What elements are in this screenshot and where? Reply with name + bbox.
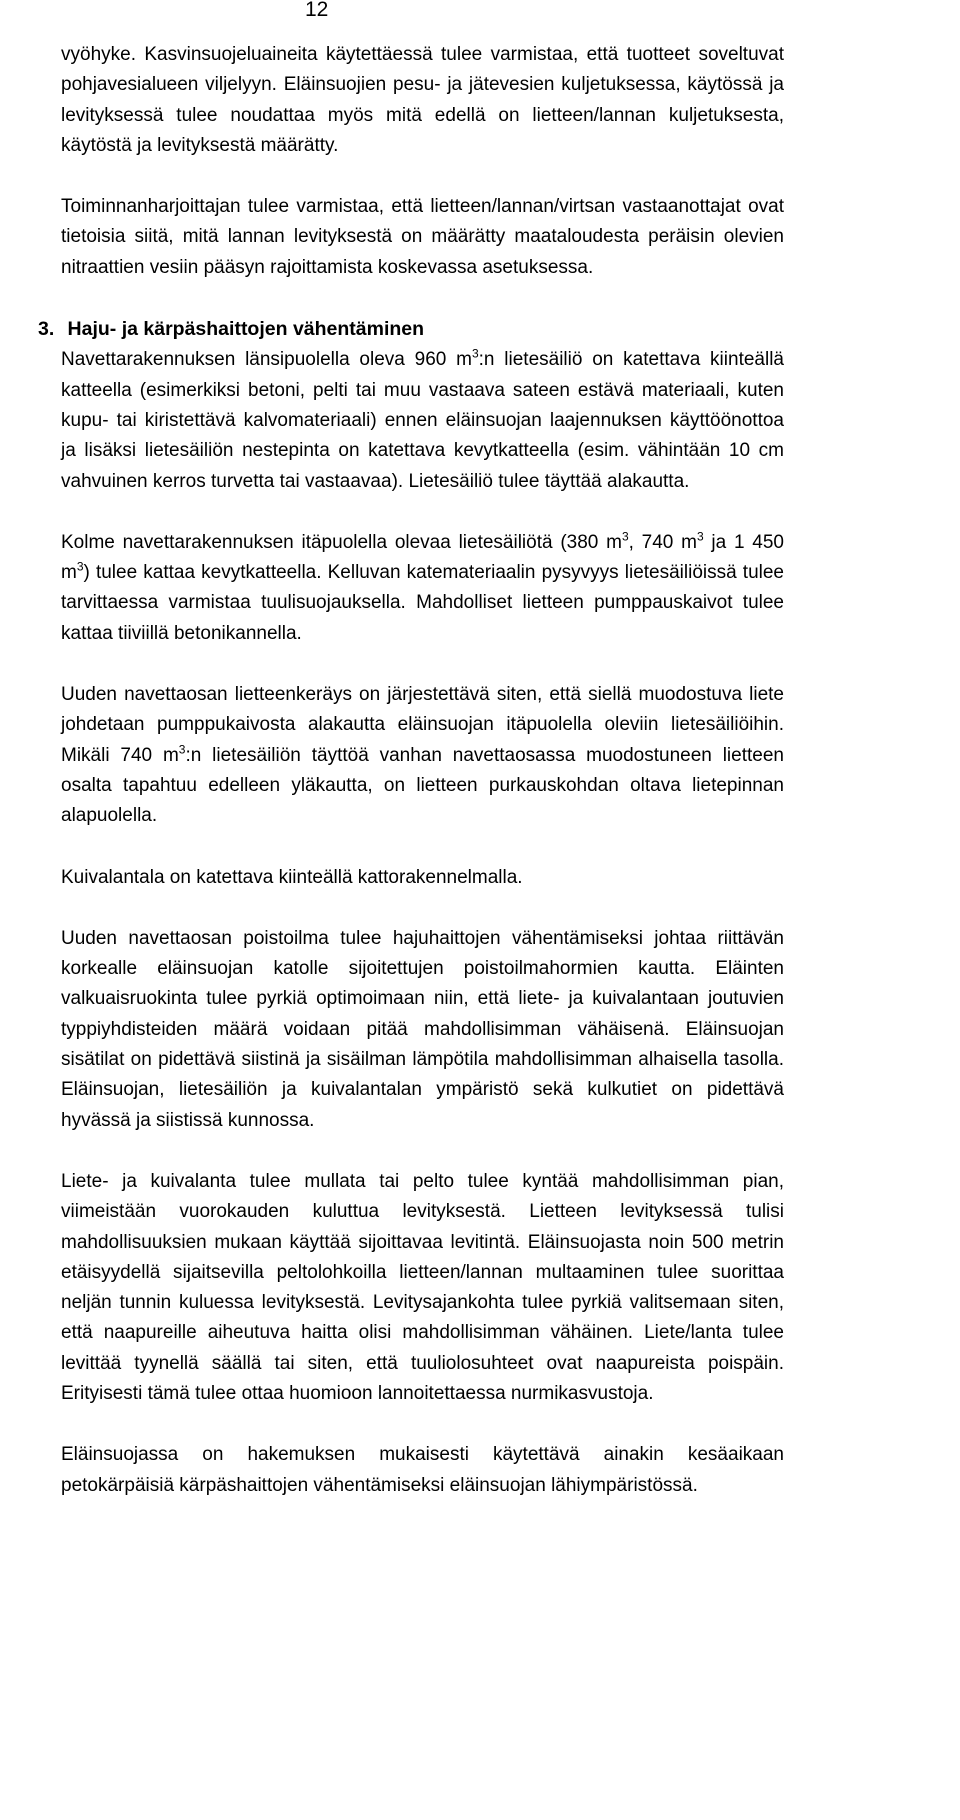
- superscript: 3: [471, 347, 479, 362]
- document-body: [38, 40, 784, 1532]
- section-paragraph-3: [61, 680, 784, 831]
- superscript: 3: [76, 559, 84, 574]
- text-run: :n lietesäiliön täyttöä vanhan navettaosassa muodostuneen lietteen osalta tapahtuu edelleen yläkautta, on lietteen purkauskohdan oltava lietepinnan alapuolella.: [61, 744, 784, 827]
- text-run: , 740 m: [628, 531, 697, 553]
- section-heading: [38, 314, 784, 345]
- superscript: 3: [621, 529, 629, 544]
- text-run: ) tulee kattaa kevytkatteella. Kelluvan katemateriaalin pysyvyys lietesäiliöissä tulee tarvittaessa varmistaa tuulisuojauksella. Mahdolliset lietteen pumppauskaivot tulee kattaa tiiviillä betonikannella.: [61, 562, 784, 644]
- intro-paragraph-2: Toiminnanharjoittajan tulee varmistaa, että lietteen/lannan/virtsan vastaanottajat ovat tietoisia siitä, mitä lannan levityksestä on määrätty maataloudesta peräisin olevien nitraattien vesiin pääsyn rajoittamista koskevassa asetuksessa.: [61, 196, 784, 278]
- section-paragraph-5: Uuden navettaosan poistoilma tulee hajuhaittojen vähentämiseksi johtaa riittävän korkealle eläinsuojan katolle sijoitettujen poistoilmahormien kautta. Eläinten valkuaisruokinta tulee pyrkiä optimoimaan niin, että liete- ja kuivalantaan joutuvien typpiyhdisteiden määrä voidaan pitää mahdollisimman vähäisenä. Eläinsuojan sisätilat on pidettävä siistinä ja sisäilman lämpötila mahdollisimman alhaisella tasolla. Eläinsuojan, lietesäiliön ja kuivalantalan ympäristö sekä kulkutiet on pidettävä hyvässä ja siistissä kunnossa.: [61, 927, 784, 1131]
- superscript: 3: [178, 742, 186, 757]
- text-run: Uuden navettaosan lietteenkeräys on järjestettävä siten, että siellä muodostuva liete johdetaan pumppukaivosta alakautta eläinsuojan itäpuolella oleviin lietesäiliöihin. Mikäli 740 m: [61, 684, 784, 766]
- section-number: 3.: [38, 318, 55, 341]
- text-run: :n lietesäiliö on katettava kiinteällä katteella (esimerkiksi betoni, pelti tai muu vastaava sateen estävä materiaali, kuten kupu- tai kiristettävä kalvomateriaali) ennen eläinsuojan laajennuksen käyttöönottoa ja lisäksi lietesäiliön nestepinta on katettava kevytkatteella (esim. vähintään 10 cm vahvuinen kerros turvetta tai vastaavaa). Lietesäiliö tulee täyttää alakautta.: [61, 349, 784, 492]
- intro-paragraph-1: vyöhyke. Kasvinsuojeluaineita käytettäessä tulee varmistaa, että tuotteet soveltuvat pohjavesialueen viljelyyn. Eläinsuojien pesu- ja jätevesien kuljetuksessa, käytössä ja levityksessä tulee noudattaa myös mitä edellä on lietteen/lannan kuljetuksesta, käytöstä ja levityksestä määrätty.: [61, 44, 784, 156]
- page-number: 12: [305, 0, 329, 21]
- section-paragraph-7: Eläinsuojassa on hakemuksen mukaisesti käytettävä ainakin kesäaikaan petokärpäisiä kärpäshaittojen vähentämiseksi eläinsuojan lähiympäristössä.: [61, 1444, 784, 1496]
- section-paragraph-4: Kuivalantala on katettava kiinteällä kattorakennelmalla.: [61, 866, 523, 888]
- section-title: Haju- ja kärpäshaittojen vähentäminen: [67, 318, 425, 341]
- text-run: Kolme navettarakennuksen itäpuolella olevaa lietesäiliötä (380 m: [61, 531, 622, 553]
- section-paragraph-6: Liete- ja kuivalanta tulee mullata tai pelto tulee kyntää mahdollisimman pian, viimeistään vuorokauden kuluttua levityksestä. Lietteen levityksessä tulisi mahdollisuuksien mukaan käyttää sijoittavaa levitintä. Eläinsuojasta noin 500 metrin etäisyydellä sijaitsevilla peltolohkoilla lietteen/lannan multaaminen tulee suorittaa neljän tunnin kuluessa levityksestä. Levitysajankohta tulee pyrkiä valitsemaan siten, että naapureille aiheutuva haitta olisi mahdollisimman vähäinen. Liete/lanta tulee levittää tyynellä säällä tai siten, että tuuliolosuhteet ovat naapureista poispäin. Erityisesti tämä tulee ottaa huomioon lannoitettaessa nurmikasvustoja.: [61, 1170, 784, 1404]
- text-run: Navettarakennuksen länsipuolella oleva 960 m: [61, 349, 472, 371]
- superscript: 3: [696, 529, 704, 544]
- section-paragraph-1: [61, 345, 784, 496]
- section-paragraph-2: [61, 528, 784, 649]
- text-run: ja 1 450 m: [61, 531, 784, 584]
